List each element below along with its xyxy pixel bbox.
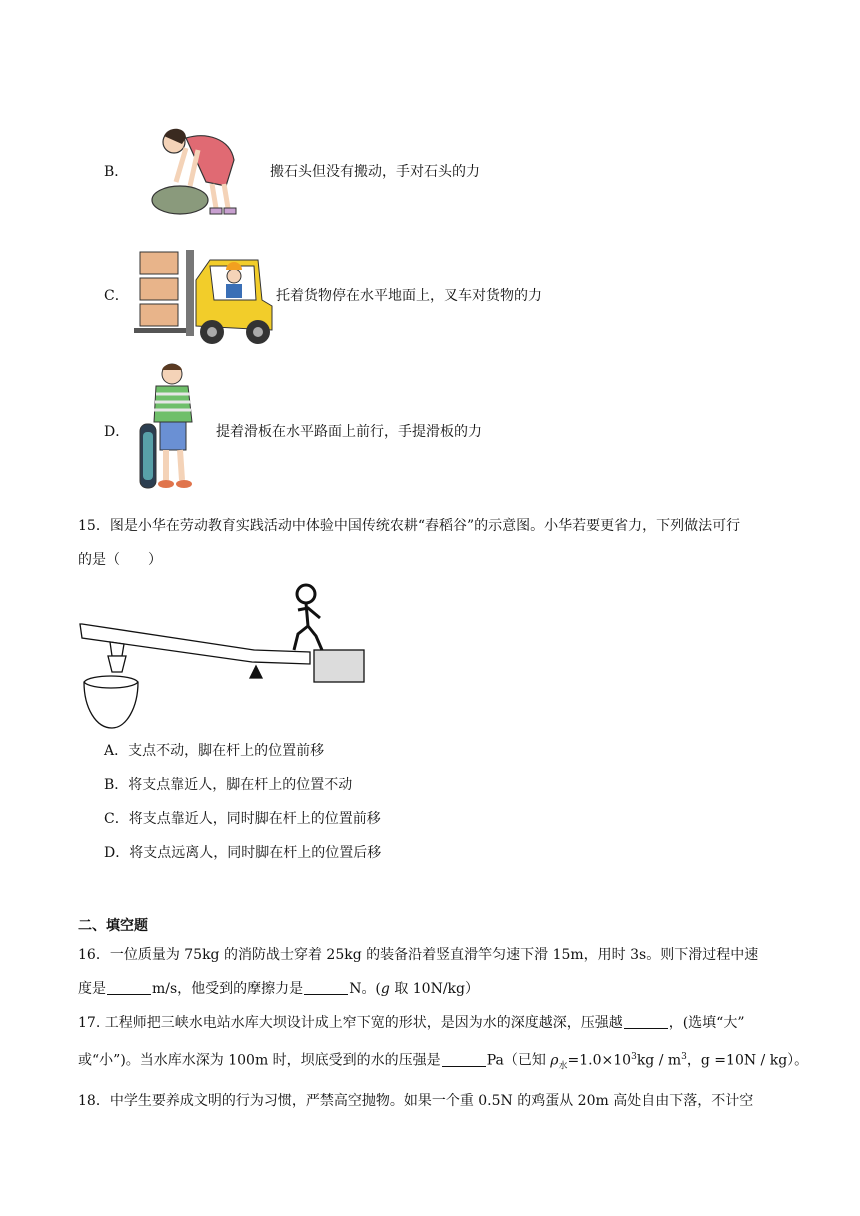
q17-line1: 17. 工程师把三峡水电站水库大坝设计成上窄下宽的形状，是因为水的深度越深，压强越 ，(选填“大” [78, 1015, 745, 1031]
answer-blank [442, 1052, 486, 1067]
q15-option-a: A．支点不动，脚在杆上的位置前移 [104, 743, 325, 759]
option-b-text: 搬石头但没有搬动，手对石头的力 [270, 164, 480, 180]
q16-line1: 16．一位质量为 75kg 的消防战士穿着 25kg 的装备沿着竖直滑竿匀速下滑 15m，用时 3s。则下滑过程中速 [78, 947, 759, 963]
q15-stem-line1: 15．图是小华在劳动教育实践活动中体验中国传统农耕“舂稻谷”的示意图。小华若要更省力，下列做法可行 [78, 518, 741, 534]
answer-blank [624, 1014, 668, 1029]
option-c-text: 托着货物停在水平地面上，叉车对货物的力 [276, 288, 542, 304]
option-b-letter: B． [104, 164, 129, 180]
answer-blank [304, 980, 348, 995]
answer-blank [107, 980, 151, 995]
q15-stem-line2: 的是（ ） [78, 552, 162, 568]
option-c-letter: C． [104, 288, 129, 304]
option-d-letter: D． [104, 424, 130, 440]
section-title: 二、填空题 [78, 918, 148, 934]
girl-lifting-stone-illustration [146, 124, 242, 220]
q16-line2: 度是 m/s，他受到的摩擦力是 N。(g 取 10N/kg） [78, 981, 480, 997]
q15-option-d: D．将支点远离人，同时脚在杆上的位置后移 [104, 845, 382, 861]
option-d-text: 提着滑板在水平路面上前行，手提滑板的力 [216, 424, 482, 440]
q18-line1: 18．中学生要养成文明的行为习惯，严禁高空抛物。如果一个重 0.5N 的鸡蛋从 20m 高处自由下落，不计空 [78, 1093, 754, 1109]
q15-option-c: C．将支点靠近人，同时脚在杆上的位置前移 [104, 811, 381, 827]
forklift-illustration [130, 240, 276, 350]
q15-option-b: B．将支点靠近人，脚在杆上的位置不动 [104, 777, 353, 793]
boy-with-skateboard-illustration [138, 362, 210, 496]
lever-pestle-diagram [76, 578, 372, 734]
q17-line2: 或“小”)。当水库水深为 100m 时，坝底受到的水的压强是 Pa（已知 $\rho_水=1.0\times 10^3kg / m^3$，g =10N / kg）。 [78, 1052, 809, 1072]
